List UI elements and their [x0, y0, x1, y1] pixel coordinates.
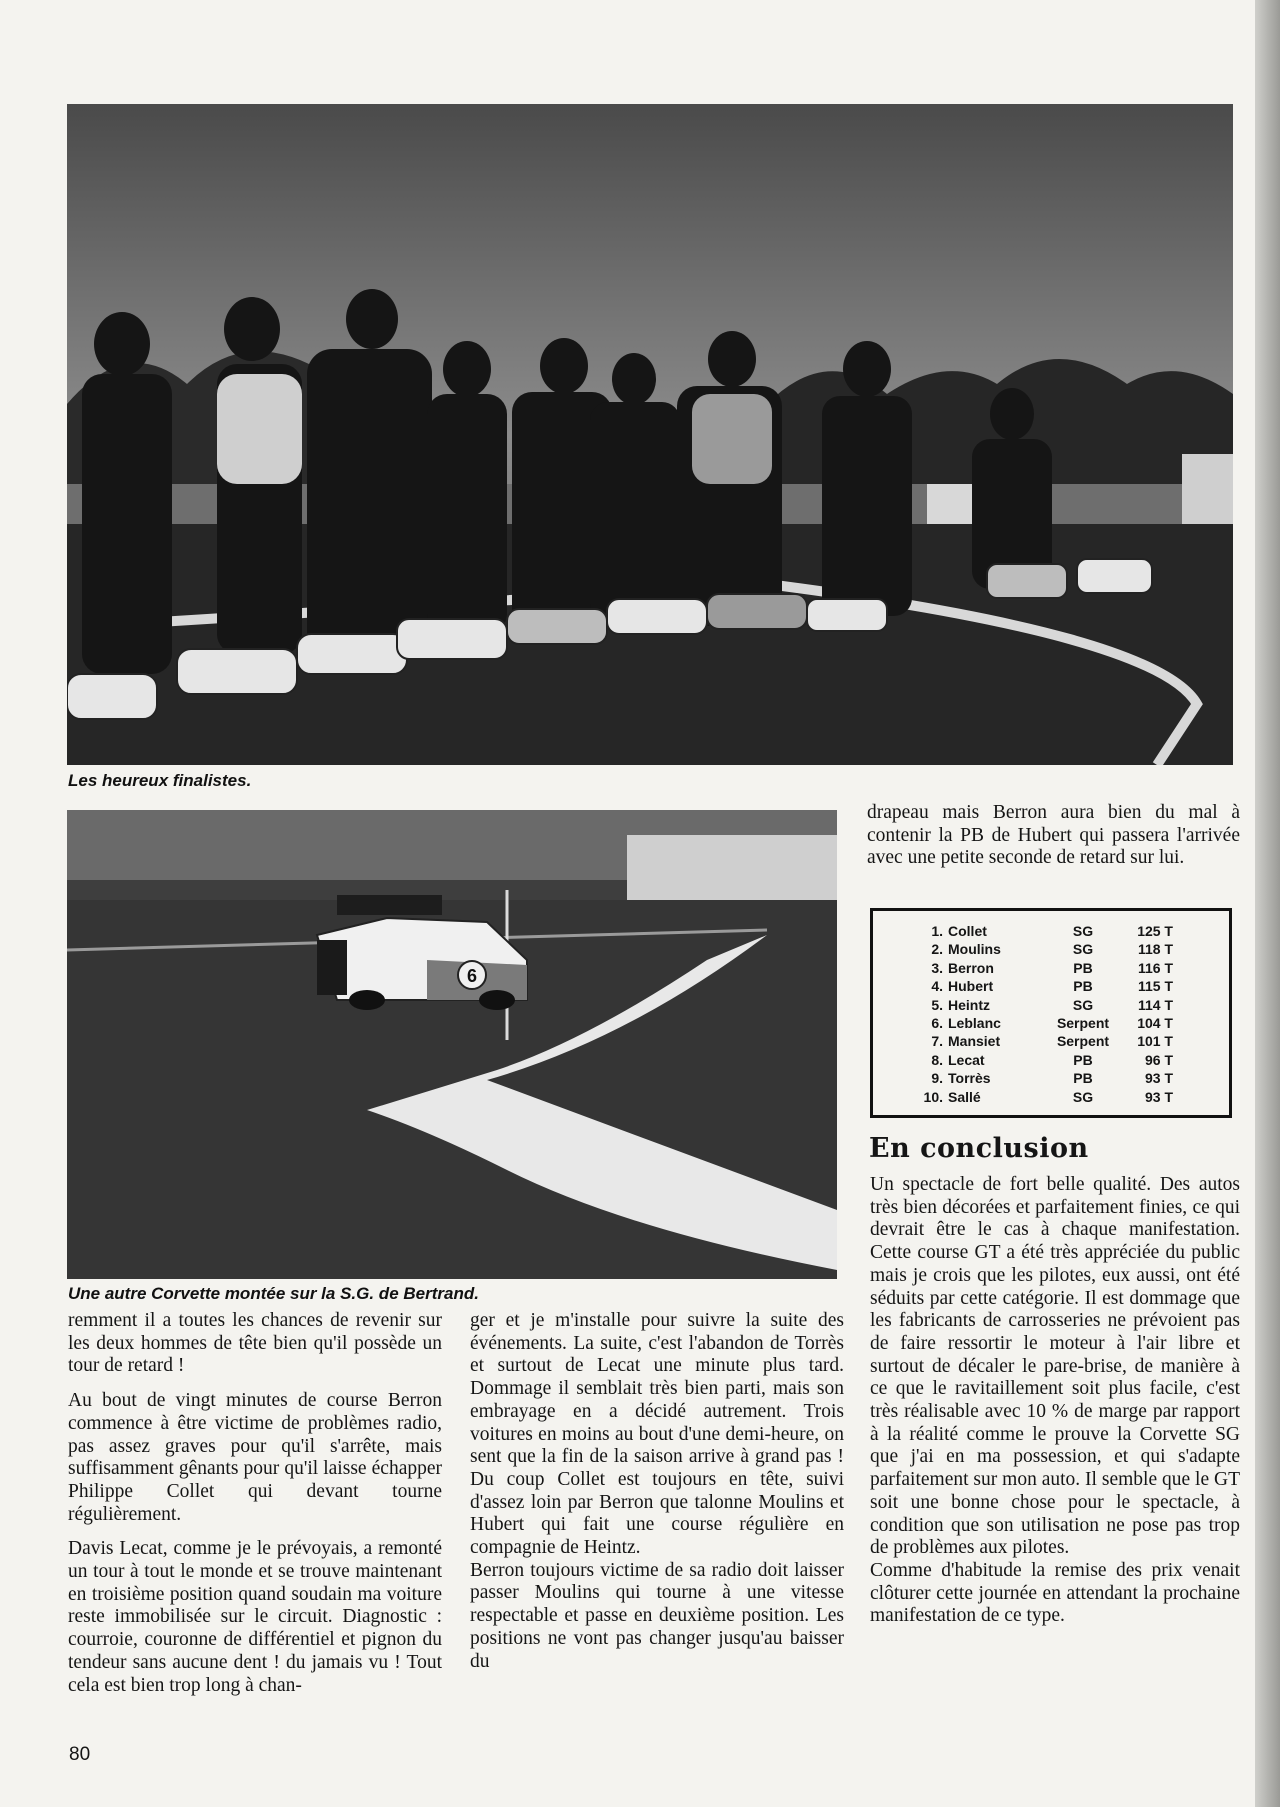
text-column-right-conclusion: [870, 1174, 1240, 1640]
results-table: [913, 922, 1173, 1106]
results-cell-rank: 7.: [931, 1033, 943, 1050]
text-column-right: [867, 802, 1240, 882]
text-column-middle: [470, 1310, 844, 1685]
results-cell-laps: 116 T: [1137, 959, 1173, 976]
results-cell-rank: 1.: [931, 923, 943, 939]
photo-caption: Les heureux finalistes.: [68, 771, 252, 790]
results-row: [913, 922, 1173, 940]
results-cell-rank: 9.: [931, 1070, 943, 1087]
results-cell-name: Lecat: [948, 1051, 985, 1068]
results-cell-chassis: SG: [1072, 996, 1094, 1013]
results-cell-laps: 104 T: [1137, 1015, 1173, 1032]
results-cell-laps: 96 T: [1144, 1051, 1173, 1068]
results-cell-rank: 8.: [931, 1051, 943, 1068]
paragraph: remment il a toutes les chances de revenir sur les deux hommes de tête bien qu'il possède un tour de retard !: [68, 1310, 442, 1377]
results-cell-name: Moulins: [948, 941, 1001, 958]
results-row: [913, 996, 1173, 1014]
results-cell-chassis: SG: [1072, 1088, 1094, 1105]
paragraph: Comme d'habitude la remise des prix venait clôturer cette journée en attendant la prochaine manifestation de ce type.: [870, 1559, 1240, 1627]
results-cell-name: Mansiet: [948, 1033, 1001, 1050]
results-cell-laps: 118 T: [1137, 941, 1173, 958]
paragraph: drapeau mais Berron aura bien du mal à contenir la PB de Hubert qui passera l'arrivée avec une petite seconde de retard sur lui.: [867, 802, 1240, 869]
results-row: [913, 1014, 1173, 1032]
photo-corvette: [67, 810, 837, 1279]
results-cell-name: Heintz: [948, 996, 990, 1013]
paragraph: Un spectacle de fort belle qualité. Des autos très bien décorées et parfaitement finies, ce qui devrait être le cas à chaque manifestation. Cette course GT a été très appréciée du public mais je crois que les pilotes, eux aussi, ont été séduits par cette catégorie. Il est dommage que les fabricants de carrosseries ne prévoient pas de faire ressortir le moteur à l'air libre et surtout de décaler le pare-brise, de manière à ce que le ravitaillement soit plus facile, c'est très réalisable avec 10 % de marge par rapport à la réalité comme le prouve la Corvette SG que j'ai en ma possession, et qui s'adapte parfaitement sur mon auto. Il semble que le GT soit une bonne chose pour le spectacle, à condition que son utilisation ne pose pas trop de problèmes aux pilotes.: [870, 1174, 1240, 1559]
results-table-box: [870, 908, 1232, 1118]
results-cell-name: Hubert: [948, 978, 994, 995]
results-cell-chassis: PB: [1073, 959, 1093, 976]
results-row: [913, 940, 1173, 958]
results-cell-name: Berron: [948, 959, 994, 976]
results-cell-name: Collet: [948, 923, 987, 939]
results-cell-name: Torrès: [948, 1070, 991, 1087]
paragraph: Berron toujours victime de sa radio doit laisser passer Moulins qui tourne à une vitesse respectable et passe en deuxième position. Les positions ne vont pas changer jusqu'au baisser du: [470, 1559, 844, 1672]
results-cell-name: Sallé: [948, 1088, 981, 1105]
results-cell-rank: 3.: [931, 959, 943, 976]
car-number: 6: [466, 966, 478, 986]
photo-finalists: [67, 104, 1233, 765]
paragraph: Au bout de vingt minutes de course Berron commence à être victime de problèmes radio, pas assez graves pour qu'il s'arrête, mais suffisamment gênants pour qu'il laisse échapper Philippe Collet qui devant tourne régulièrement.: [68, 1390, 442, 1525]
photo-caption: Une autre Corvette montée sur la S.G. de Bertrand.: [68, 1284, 479, 1303]
section-title: En conclusion: [869, 1133, 1089, 1164]
results-cell-rank: 5.: [931, 996, 943, 1013]
results-row: [913, 1088, 1173, 1106]
results-cell-rank: 6.: [931, 1015, 943, 1032]
results-cell-rank: 4.: [931, 978, 943, 995]
results-cell-chassis: PB: [1073, 1051, 1093, 1068]
results-cell-laps: 93 T: [1144, 1070, 1173, 1087]
results-row: [913, 1032, 1173, 1050]
page-edge-shadow: [1255, 0, 1280, 1807]
results-cell-chassis: PB: [1073, 978, 1093, 995]
results-row: [913, 977, 1173, 995]
results-row: [913, 1069, 1173, 1087]
results-cell-laps: 114 T: [1137, 996, 1173, 1013]
paragraph: ger et je m'installe pour suivre la suite des événements. La suite, c'est l'abandon de Torrès et surtout de Lecat une minute plus tard. Dommage il semblait très bien parti, mais son embrayage en a décidé autrement. Trois voitures en moins au bout d'une demi-heure, on sent que la fin de la saison arrive à grand pas ! Du coup Collet est toujours en tête, suivi d'assez loin par Berron que talonne Moulins et Hubert qui fait une course régulière en compagnie de Heintz.: [470, 1310, 844, 1559]
results-cell-chassis: SG: [1072, 941, 1094, 958]
results-cell-chassis: Serpent: [1056, 1033, 1110, 1050]
results-cell-laps: 93 T: [1144, 1088, 1173, 1105]
page-number: 80: [69, 1744, 91, 1765]
results-row: [913, 959, 1173, 977]
results-cell-rank: 2.: [931, 941, 943, 958]
results-cell-chassis: Serpent: [1056, 1015, 1110, 1032]
results-cell-chassis: SG: [1072, 923, 1094, 939]
results-row: [913, 1051, 1173, 1069]
results-cell-laps: 115 T: [1137, 978, 1173, 995]
results-cell-rank: 10.: [923, 1088, 943, 1105]
results-cell-name: Leblanc: [948, 1015, 1001, 1032]
paragraph: Davis Lecat, comme je le prévoyais, a remonté un tour à tout le monde et se trouve maintenant en troisième position quand soudain ma voiture reste immobilisée sur le circuit. Diagnostic : courroie, couronne de différentiel et pignon du tendeur sans aucune dent ! du jamais vu ! Tout cela est bien trop long à chan-: [68, 1538, 442, 1696]
results-cell-laps: 101 T: [1137, 1033, 1173, 1050]
text-column-left: [68, 1310, 442, 1709]
results-cell-laps: 125 T: [1137, 923, 1173, 939]
results-cell-chassis: PB: [1073, 1070, 1093, 1087]
